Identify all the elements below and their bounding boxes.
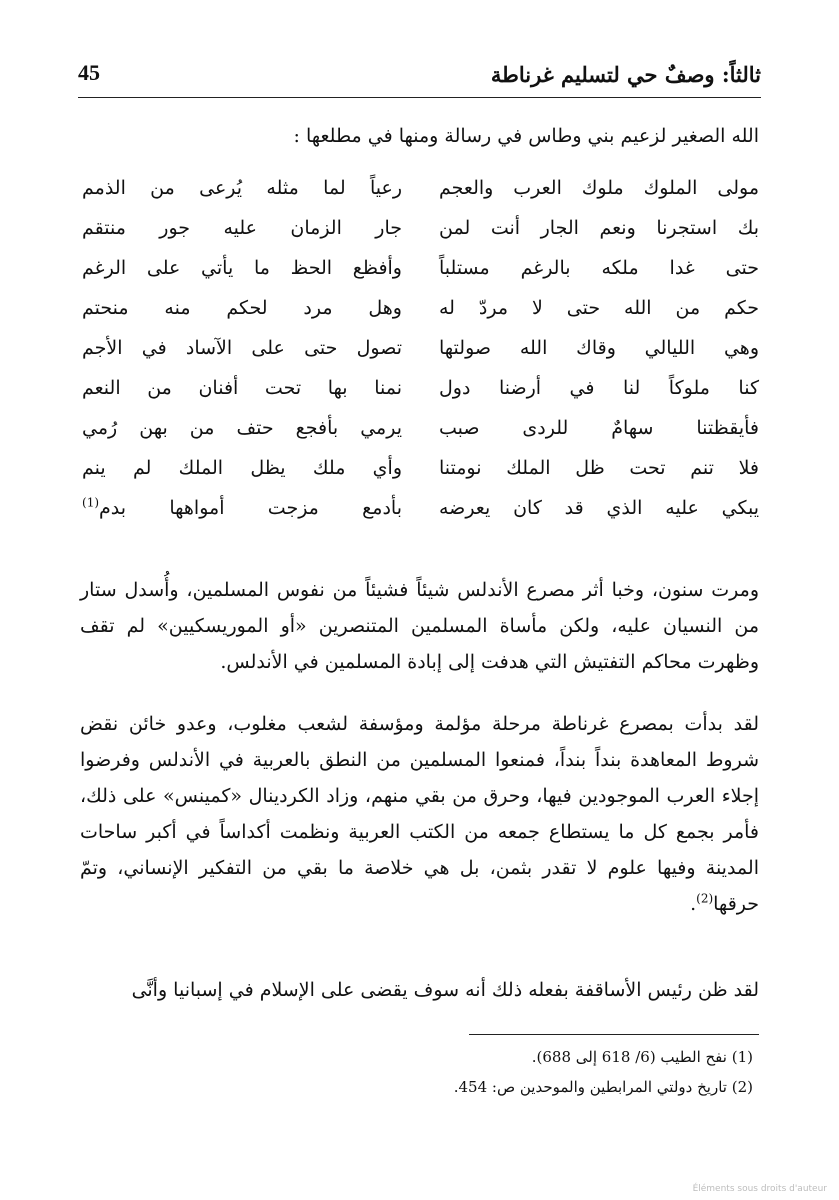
poem-verse	[80, 288, 759, 328]
footnote-ref: (1)	[82, 495, 100, 510]
header-divider	[78, 97, 761, 98]
verse-second-half: نمنا بها تحت أفنان من النعم	[82, 377, 402, 399]
intro-line: الله الصغير لزعيم بني وطاس في رسالة ومنها في مطلعها :	[293, 125, 759, 147]
footnote-number: (2)	[731, 1078, 753, 1096]
poem-verse	[80, 408, 759, 448]
poem-verse	[80, 248, 759, 288]
verse-first-half: فلا تنم تحت ظل الملك نومتنا	[439, 457, 759, 479]
paragraph-text: لقد بدأت بمصرع غرناطة مرحلة مؤلمة ومؤسفة لشعب مغلوب، وعدو خائن نقض شروط المعاهدة بنداً بنداً، فمنعوا المسلمين من النطق بالعربية في الأندلس وفرضوا إجلاء العرب الموجودين فيها، وحرق من بقي منهم، وزاد الكردينال «كمينس» على ذلك، فأمر بجمع كل ما يستطاع جمعه من الكتب العربية ونظمت أكداساً في أكبر ساحات المدينة وفيها علوم لا تقدر بثمن، بل هي خلاصة ما بقي من التفكير الإنساني، وتمّ حرقها	[80, 713, 759, 915]
poem-verse	[80, 488, 759, 528]
verse-first-half: حتى غدا ملكه بالرغم مستلباً	[439, 257, 759, 279]
poem-verse	[80, 448, 759, 488]
footnote	[80, 1042, 759, 1072]
verse-second-half: وهل مرد لحكم منه منحتم	[82, 297, 402, 319]
poem-verse	[80, 168, 759, 208]
poem-verse	[80, 328, 759, 368]
verse-first-half: بك استجرنا ونعم الجار أنت لمن	[439, 217, 759, 239]
footnote-text: نفح الطيب (6/ 618 إلى 688).	[531, 1048, 727, 1066]
chapter-title: ثالثاً: وصفٌ حي لتسليم غرناطة	[490, 62, 761, 87]
poem-verse	[80, 208, 759, 248]
footnote	[80, 1072, 759, 1102]
verse-first-half: يبكي عليه الذي قد كان يعرضه	[439, 497, 759, 519]
verse-text: بأدمع مزجت أمواهها بدم	[99, 497, 402, 519]
paragraph: ومرت سنون، وخبا أثر مصرع الأندلس شيئاً فشيئاً من نفوس المسلمين، وأُسدل ستار من النسيان عليه، ولكن مأساة المسلمين المتنصرين «أو الموريسكيين» لم تقف وظهرت محاكم التفتيش التي هدفت إلى إبادة المسلمين في الأندلس.	[80, 579, 759, 673]
footnote-number: (1)	[731, 1048, 753, 1066]
running-header	[78, 58, 761, 94]
poem-verse	[80, 368, 759, 408]
verse-first-half: حكم من الله حتى لا مردّ له	[439, 297, 759, 319]
footnote-text: تاريخ دولتي المرابطين والموحدين ص: 454.	[453, 1078, 727, 1096]
verse-second-half: وأي ملك يظل الملك لم ينم	[82, 457, 402, 479]
verse-first-half: مولى الملوك ملوك العرب والعجم	[439, 177, 759, 199]
verse-first-half: وهي الليالي وقاك الله صولتها	[439, 337, 759, 359]
paragraph	[80, 706, 759, 922]
footnote-divider	[469, 1034, 759, 1035]
paragraph: لقد ظن رئيس الأساقفة بفعله ذلك أنه سوف يقضى على الإسلام في إسبانيا وأنَّى	[131, 979, 759, 1001]
poem	[80, 168, 759, 528]
verse-first-half: كنا ملوكاً لنا في أرضنا دول	[439, 377, 759, 399]
verse-second-half: رعياً لما مثله يُرعى من الذمم	[82, 177, 402, 199]
footnote-ref: (2)	[696, 891, 714, 906]
page-number: 45	[78, 60, 100, 85]
paragraph-end: .	[690, 893, 697, 915]
footnotes	[80, 1042, 759, 1102]
verse-second-half: جار الزمان عليه جور منتقم	[82, 217, 402, 239]
verse-second-half: يرمي بأفجع حتف من بهن رُمي	[82, 417, 402, 439]
verse-second-half: تصول حتى على الآساد في الأجم	[82, 337, 402, 359]
verse-first-half: فأيقظتنا سهامٌ للردى صبب	[439, 417, 759, 439]
verse-second-half	[82, 488, 402, 528]
verse-second-half: وأفظع الحظ ما يأتي على الرغم	[82, 257, 402, 279]
copyright-watermark: Éléments sous droits d'auteur	[692, 1184, 827, 1194]
